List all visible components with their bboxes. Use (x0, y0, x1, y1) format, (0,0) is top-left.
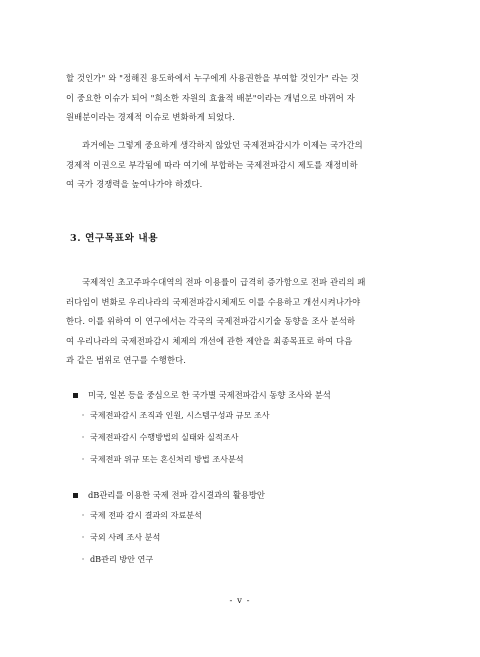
list-item-text: 국제전파감시 조직과 인원, 시스템구성과 규모 조사 (90, 409, 270, 420)
text-line: 여 국가 경쟁력을 높여나가야 하겠다. (66, 179, 203, 189)
text-line: 한다. 이를 위하여 이 연구에서는 각국의 국제전파감시기술 동향을 조사 분석하 (66, 316, 356, 326)
list-item-text: 국제 전파 감시 결과의 자료분석 (90, 509, 202, 520)
page-number: - v - (229, 596, 251, 606)
list-item (70, 426, 430, 448)
dot-bullet-icon: · (81, 454, 85, 464)
list-item (70, 504, 430, 526)
dot-bullet-icon: · (81, 532, 85, 542)
text-line: 경제적 이권으로 부각됨에 따라 여기에 부합하는 국제전파감시 제도를 재정비하 (66, 159, 358, 170)
list-title (70, 486, 430, 504)
dot-bullet-icon: · (81, 554, 85, 564)
dot-bullet-icon: · (81, 410, 85, 420)
text-line: 여 우리나라의 국제전파감시 체제의 개선에 관한 제안을 최종목표로 하여 다음 (66, 335, 353, 346)
list-item (70, 548, 430, 570)
text-line: 국제적인 초고주파수대역의 전파 이용률이 급격히 증가함으로 전파 관리의 패 (82, 277, 366, 287)
research-list-national-trends (70, 386, 430, 470)
text-line: 과거에는 그렇게 중요하게 생각하지 않았던 국제전파감시가 이제는 국가간의 (82, 140, 363, 150)
text-line: 과 같은 범위로 연구를 수행한다. (66, 355, 187, 365)
list-item (70, 526, 430, 548)
paragraph-resource-allocation (66, 69, 426, 128)
list-item-text: 국외 사례 조사 분석 (90, 531, 161, 542)
list-item-text: dB관리 방안 연구 (90, 553, 154, 564)
square-bullet-icon (73, 493, 78, 498)
text-line: 원배분이라는 경제적 이슈로 변화하게 되었다. (66, 112, 236, 122)
list-item (70, 448, 430, 470)
list-title-text: 미국, 일본 등을 중심으로 한 국가별 국제전파감시 동향 조사와 분석 (88, 390, 331, 400)
list-title-text: dB관리를 이용한 국제 전파 감시결과의 활용방안 (88, 490, 265, 500)
research-list-db-management (70, 486, 430, 570)
list-item (70, 404, 430, 426)
paragraph-monitoring-importance (66, 136, 426, 195)
dot-bullet-icon: · (81, 510, 85, 520)
list-title (70, 386, 430, 404)
list-item-text: 국제전파감시 수행방법의 실태와 실적조사 (90, 431, 239, 442)
square-bullet-icon (73, 393, 78, 398)
paragraph-research-scope (66, 273, 426, 371)
section-heading: 3. 연구목표와 내용 (70, 233, 159, 244)
text-line: 이 중요한 이슈가 되어 "희소한 자원의 효율적 배분"이라는 개념으로 바뀌어 자 (66, 92, 355, 103)
dot-bullet-icon: · (81, 432, 85, 442)
text-line: 할 것인가" 와 "정해진 용도하에서 누구에게 사용권한을 부여할 것인가" 라는 것 (66, 73, 359, 83)
text-line: 러다임이 변화로 우리나라의 국제전파감시체제도 이를 수용하고 개선시켜나가야 (66, 296, 361, 307)
list-item-text: 국제전파 위규 또는 혼신처리 방법 조사분석 (90, 453, 244, 464)
